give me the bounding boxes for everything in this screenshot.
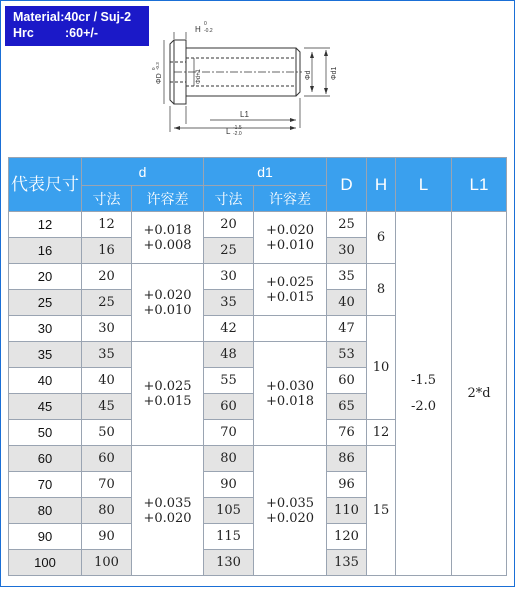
cell-size: 90 — [9, 524, 82, 550]
D-tol-lower: -0.3 — [155, 62, 160, 70]
cell-L: -1.5 -2.0 — [396, 212, 452, 576]
cell-d: 40 — [82, 368, 132, 394]
cell-D: 30 — [327, 238, 367, 264]
h-label: H — [195, 25, 201, 34]
cell-size: 50 — [9, 420, 82, 446]
cell-D: 35 — [327, 264, 367, 290]
header-d1-tol: 许容差 — [254, 186, 327, 212]
cell-d: 60 — [82, 446, 132, 472]
cell-d1: 70 — [204, 420, 254, 446]
cell-d-tol: +0.035 +0.020 — [132, 446, 204, 576]
cell-d: 45 — [82, 394, 132, 420]
cell-d: 35 — [82, 342, 132, 368]
cell-d: 50 — [82, 420, 132, 446]
hrc-label: Hrc — [13, 26, 34, 40]
header-d1: d1 — [204, 158, 327, 186]
cell-D: 47 — [327, 316, 367, 342]
cell-d1: 35 — [204, 290, 254, 316]
cell-H: 12 — [367, 420, 396, 446]
hrc-value: :60+/- — [65, 26, 99, 40]
cell-d: 12 — [82, 212, 132, 238]
cell-d-tol: +0.025 +0.015 — [132, 342, 204, 446]
cell-d1: 42 — [204, 316, 254, 342]
cell-size: 70 — [9, 472, 82, 498]
cell-size: 20 — [9, 264, 82, 290]
cell-size: 100 — [9, 550, 82, 576]
cell-H: 15 — [367, 446, 396, 576]
cell-d: 20 — [82, 264, 132, 290]
d1-label: Φd1 — [331, 66, 338, 80]
cell-D: 135 — [327, 550, 367, 576]
cell-d-tol: +0.018 +0.008 — [132, 212, 204, 264]
cell-D: 110 — [327, 498, 367, 524]
cell-d1-tol: +0.020 +0.010 — [254, 212, 327, 264]
h-tol-lower: -0.2 — [204, 28, 213, 34]
header-L: L — [396, 158, 452, 212]
d-small-label: Φd+1 — [196, 69, 202, 84]
cell-d: 30 — [82, 316, 132, 342]
cell-d1-tol-empty — [254, 316, 327, 342]
cell-d1: 60 — [204, 394, 254, 420]
cell-d1: 20 — [204, 212, 254, 238]
spec-table — [8, 157, 507, 576]
cell-d1: 130 — [204, 550, 254, 576]
cell-d1: 30 — [204, 264, 254, 290]
cell-d: 70 — [82, 472, 132, 498]
d-label: Φd — [305, 70, 312, 80]
cell-size: 80 — [9, 498, 82, 524]
cell-d-tol: +0.020 +0.010 — [132, 264, 204, 342]
cell-d1: 90 — [204, 472, 254, 498]
cell-d: 100 — [82, 550, 132, 576]
D-tol-upper: 0 — [151, 67, 156, 70]
header-d-tol: 许容差 — [132, 186, 204, 212]
l-tol-lower: -2.0 — [233, 131, 242, 137]
cell-d1: 25 — [204, 238, 254, 264]
cell-d1-tol: +0.025 +0.015 — [254, 264, 327, 316]
header-d-size: 寸法 — [82, 186, 132, 212]
header-d1-size: 寸法 — [204, 186, 254, 212]
cell-d: 80 — [82, 498, 132, 524]
cell-D: 40 — [327, 290, 367, 316]
header-H: H — [367, 158, 396, 212]
l-label: L — [226, 127, 231, 136]
cell-D: 25 — [327, 212, 367, 238]
cell-D: 53 — [327, 342, 367, 368]
cell-size: 35 — [9, 342, 82, 368]
material-banner — [5, 6, 149, 46]
cell-size: 60 — [9, 446, 82, 472]
cell-H: 8 — [367, 264, 396, 316]
cell-D: 86 — [327, 446, 367, 472]
cell-d1: 55 — [204, 368, 254, 394]
cell-size: 16 — [9, 238, 82, 264]
cell-d1: 80 — [204, 446, 254, 472]
D-label: ΦD — [156, 73, 163, 84]
header-d: d — [82, 158, 204, 186]
h-tol-upper: 0 — [204, 21, 207, 27]
cell-d1: 48 — [204, 342, 254, 368]
cell-size: 30 — [9, 316, 82, 342]
header-size: 代表尺寸 — [9, 158, 82, 212]
cell-H: 10 — [367, 316, 396, 420]
bushing-drawing — [150, 10, 370, 140]
cell-d: 16 — [82, 238, 132, 264]
cell-d1: 105 — [204, 498, 254, 524]
cell-d1-tol: +0.035 +0.020 — [254, 446, 327, 576]
cell-H: 6 — [367, 212, 396, 264]
header-L1: L1 — [452, 158, 507, 212]
cell-D: 96 — [327, 472, 367, 498]
cell-size: 12 — [9, 212, 82, 238]
flange-chamfer — [170, 40, 174, 104]
material-line: Material:40cr / Suj-2 — [13, 10, 132, 24]
cell-size: 45 — [9, 394, 82, 420]
cell-d: 90 — [82, 524, 132, 550]
cell-d1: 115 — [204, 524, 254, 550]
cell-d1-tol: +0.030 +0.018 — [254, 342, 327, 446]
cell-D: 76 — [327, 420, 367, 446]
cell-size: 40 — [9, 368, 82, 394]
l1-label: L1 — [240, 110, 249, 119]
cell-size: 25 — [9, 290, 82, 316]
cell-D: 65 — [327, 394, 367, 420]
cell-d: 25 — [82, 290, 132, 316]
cell-D: 60 — [327, 368, 367, 394]
header-D: D — [327, 158, 367, 212]
cell-D: 120 — [327, 524, 367, 550]
cell-L1: 2*d — [452, 212, 507, 576]
l-tol-upper: -1.5 — [233, 125, 242, 131]
